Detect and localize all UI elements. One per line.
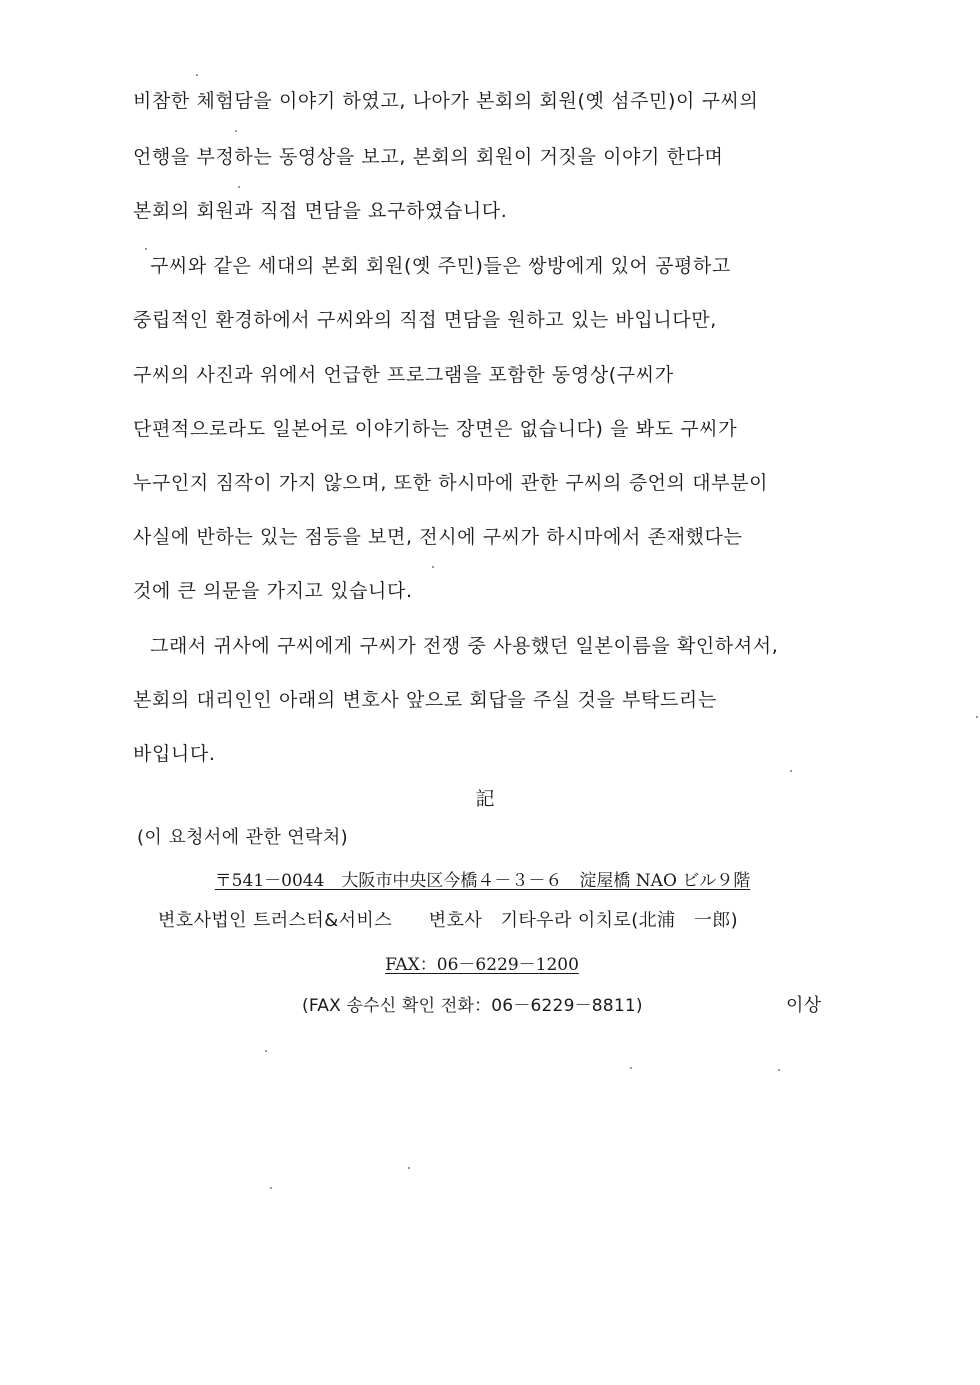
- contact-fax: FAX：06－6229－1200: [385, 955, 579, 975]
- scan-speck: [145, 248, 147, 250]
- closing-text: 이상: [786, 995, 822, 1016]
- contact-address: 〒541－0044 大阪市中央区今橋４－３－６ 淀屋橋 NAO ビル９階: [214, 871, 751, 891]
- body-line-7: 단편적으로라도 일본어로 이야기하는 장면은 없습니다) 을 봐도 구씨가: [133, 418, 738, 440]
- body-line-4: 구씨와 같은 세대의 본회 회원(옛 주민)들은 쌍방에게 있어 공평하고: [150, 255, 731, 277]
- body-line-5: 중립적인 환경하에서 구씨와의 직접 면담을 원하고 있는 바입니다만,: [133, 309, 717, 331]
- scan-speck: [196, 74, 198, 76]
- scan-speck: [630, 1067, 632, 1069]
- body-line-1: 비참한 체험담을 이야기 하였고, 나아가 본회의 회원(옛 섬주민)이 구씨의: [133, 90, 759, 112]
- scan-speck: [265, 1050, 267, 1052]
- body-line-2: 언행을 부정하는 동영상을 보고, 본회의 회원이 거짓을 이야기 한다며: [133, 146, 724, 168]
- scan-speck: [238, 186, 240, 188]
- scan-speck: [270, 1187, 272, 1189]
- scan-speck: [778, 1069, 780, 1071]
- scan-speck: [408, 1167, 410, 1169]
- body-line-8: 누구인지 짐작이 가지 않으며, 또한 하시마에 관한 구씨의 증언의 대부분이: [133, 472, 769, 494]
- note-heading: 記: [475, 788, 495, 810]
- scan-speck: [976, 716, 978, 718]
- contact-heading: (이 요청서에 관한 연락처): [137, 827, 349, 848]
- contact-fax-confirm: (FAX 송수신 확인 전화：06－6229－8811): [302, 996, 643, 1016]
- body-line-9: 사실에 반하는 있는 점등을 보면, 전시에 구씨가 하시마에서 존재했다는: [133, 526, 743, 548]
- contact-firm: 변호사법인 트러스터&서비스 변호사 기타우라 이치로(北浦 一郎): [158, 910, 739, 931]
- body-line-13: 바입니다.: [133, 743, 216, 765]
- scan-speck: [432, 566, 434, 568]
- scan-speck: [790, 770, 792, 772]
- body-line-11: 그래서 귀사에 구씨에게 구씨가 전쟁 중 사용했던 일본이름을 확인하셔서,: [150, 635, 779, 657]
- body-line-12: 본회의 대리인인 아래의 변호사 앞으로 회답을 주실 것을 부탁드리는: [133, 689, 717, 711]
- body-line-3: 본회의 회원과 직접 면담을 요구하였습니다.: [133, 200, 508, 222]
- body-line-10: 것에 큰 의문을 가지고 있습니다.: [133, 580, 413, 602]
- scan-speck: [235, 130, 237, 132]
- body-line-6: 구씨의 사진과 위에서 언급한 프로그램을 포함한 동영상(구씨가: [133, 364, 674, 386]
